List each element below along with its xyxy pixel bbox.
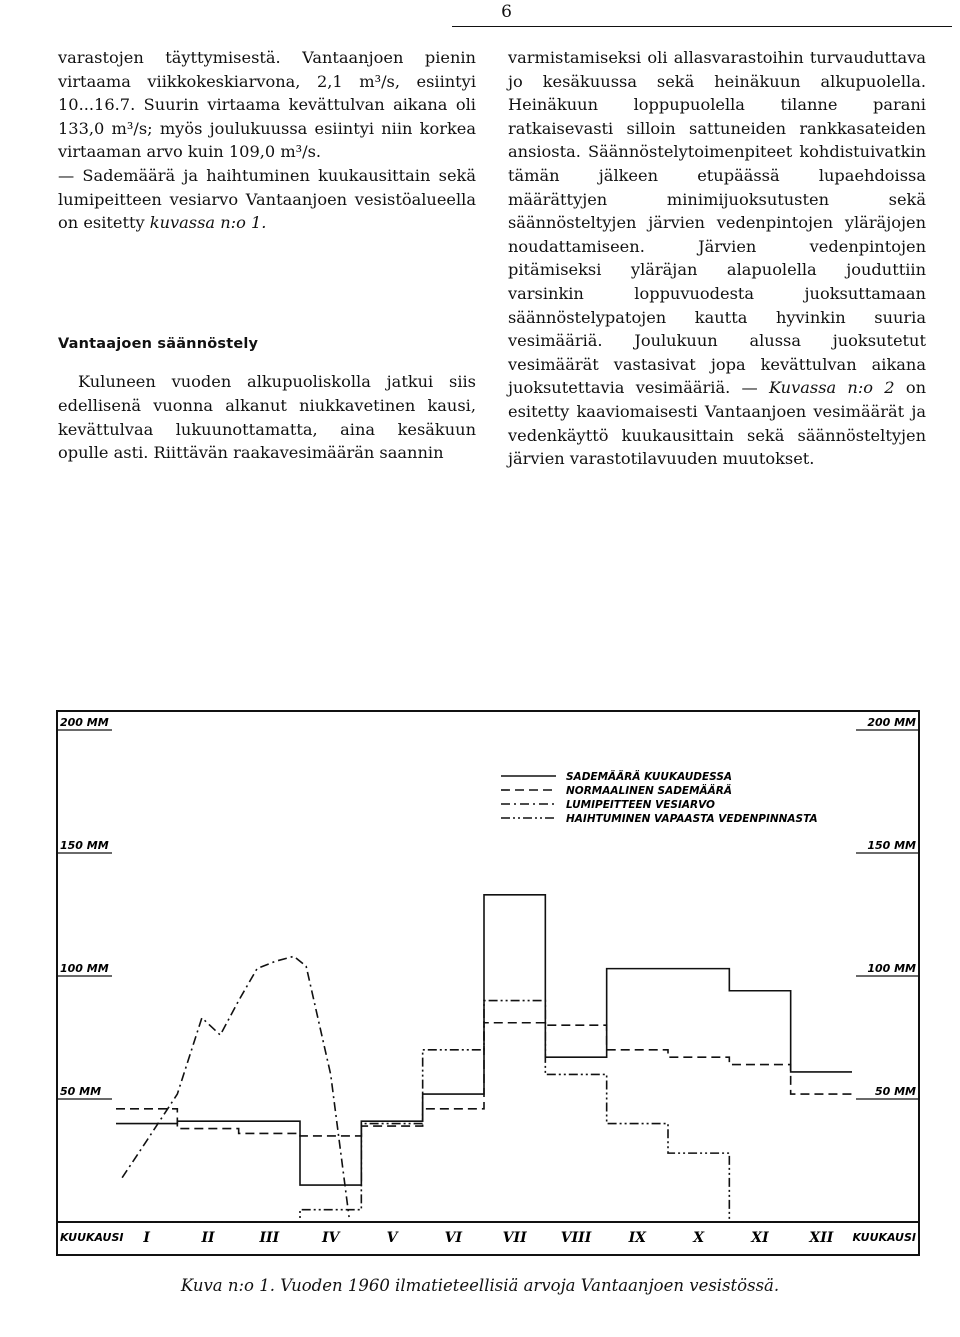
x-axis-label-left: KUUKAUSI xyxy=(60,1231,124,1244)
left-paragraph-2-text: — Sademäärä ja haihtuminen kuukausittain sekä lumipeitteen vesiarvo Vantaanjoen vesistöalueella on esitetty xyxy=(58,165,476,233)
chart-labels xyxy=(60,716,916,1246)
month-tick-label: VIII xyxy=(560,1230,592,1246)
y-tick-label-left: 100 MM xyxy=(60,962,109,975)
month-tick-label: I xyxy=(143,1230,150,1246)
right-paragraph-1-end: on esitetty kaaviomaisesti Vantaanjoen vesimäärät ja vedenkäyttö kuukausittain sekä säännösteltyjen järvien varastotilavuuden muutokset. xyxy=(508,378,926,469)
legend-label: HAIHTUMINEN VAPAASTA VEDENPINNASTA xyxy=(566,813,818,825)
section-heading: Vantaajoen säännöstely xyxy=(58,335,259,352)
month-tick-label: II xyxy=(201,1230,215,1246)
legend-label: SADEMÄÄRÄ KUUKAUDESSA xyxy=(566,771,733,783)
right-column xyxy=(508,46,926,471)
y-tick-label-left: 200 MM xyxy=(60,716,109,729)
month-tick-label: VI xyxy=(444,1230,463,1246)
month-tick-label: IX xyxy=(628,1230,647,1246)
month-tick-label: V xyxy=(386,1230,398,1246)
chart-svg xyxy=(56,710,920,1256)
left-paragraph-3: Kuluneen vuoden alkupuoliskolla jatkui siis edellisenä vuonna alkanut niukkavetinen kausi, kevättulvaa lukuunottamatta, aina kesäkuun opulle asti. Riittävän raakavesimäärän saannin xyxy=(58,372,476,463)
right-paragraph-1-text: varmistamiseksi oli allasvarastoihin turvauduttava jo kesäkuussa sekä heinäkuun alkupuolella. Heinäkuun loppupuolella tilanne parani ratkaisevasti silloin sattuneiden rankkasateiden ansiosta. Säännöstelytoimenpiteet kohdistuivatkin tämän jälkeen etupäässä lupaehdoissa määrättyjen minimijuoksutusten sekä säännösteltyjen järvien vedenpintojen yläräjojen noudattamiseen. Järvien vedenpintojen pitämiseksi yläräjan alapuolella jouduttiin varsinkin loppuvuodesta juoksuttamaan säännöstelypatojen kautta hyvinkin suuria vesimääriä. Joulukuun alussa juoksutetut vesimäärät vastasivat jopa kevättulvan aikana juoksutettavia vesimääriä. — xyxy=(508,48,926,398)
series-line xyxy=(116,1001,852,1222)
page-number: 6 xyxy=(501,2,512,22)
figure-caption: Kuva n:o 1. Vuoden 1960 ilmatieteellisiä arvoja Vantaanjoen vesistössä. xyxy=(180,1276,780,1295)
y-tick-label-right: 100 MM xyxy=(867,962,916,975)
chart-legend xyxy=(501,769,818,825)
y-tick-label-left: 150 MM xyxy=(60,839,109,852)
left-paragraph-2 xyxy=(58,164,476,235)
figure-chart xyxy=(56,710,920,1256)
legend-label: LUMIPEITTEEN VESIARVO xyxy=(566,799,715,811)
right-paragraph-1 xyxy=(508,46,926,471)
y-tick-label-left: 50 MM xyxy=(60,1085,102,1098)
chart-grid xyxy=(56,730,920,1222)
left-column xyxy=(58,46,476,465)
month-tick-label: IV xyxy=(321,1230,340,1246)
month-tick-label: XII xyxy=(809,1230,834,1246)
legend-label: NORMAALINEN SADEMÄÄRÄ xyxy=(566,785,732,797)
header-rule xyxy=(452,26,952,27)
chart-frame xyxy=(57,711,919,1255)
month-tick-label: III xyxy=(259,1230,280,1246)
month-tick-label: XI xyxy=(751,1230,769,1246)
figure-reference-1[interactable]: kuvassa n:o 1. xyxy=(149,213,267,233)
x-axis-label-right: KUUKAUSI xyxy=(852,1231,916,1244)
y-tick-label-right: 150 MM xyxy=(867,839,916,852)
y-tick-label-right: 200 MM xyxy=(867,716,916,729)
chart-series xyxy=(116,895,852,1222)
left-paragraph-1: varastojen täyttymisestä. Vantaanjoen pienin virtaama viikkokeskiarvona, 2,1 m³/s, esiintyi 10...16.7. Suurin virtaama kevättulvan aikana oli 133,0 m³/s; myös joulukuussa esiintyi niin korkea virtaaman arvo kuin 109,0 m³/s. xyxy=(58,48,476,162)
figure-reference-2[interactable]: Kuvassa n:o 2 xyxy=(768,378,895,398)
y-tick-label-right: 50 MM xyxy=(874,1085,916,1098)
series-line xyxy=(122,956,349,1217)
month-tick-label: X xyxy=(693,1230,705,1246)
month-tick-label: VII xyxy=(502,1230,527,1246)
